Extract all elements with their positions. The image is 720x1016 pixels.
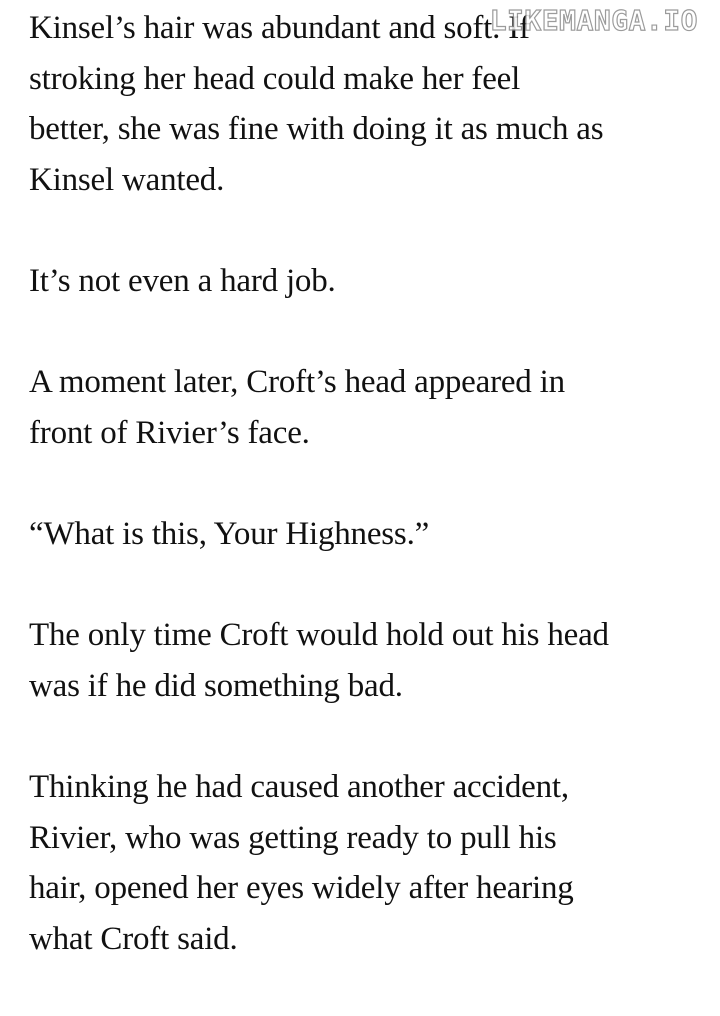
- site-watermark: LIKEMANGA.IO: [489, 4, 698, 37]
- text-line: Kinsel’s hair was abundant and soft. If: [29, 10, 530, 46]
- text-line: The only time Croft would hold out his head: [29, 617, 609, 653]
- text-line: front of Rivier’s face.: [29, 414, 310, 451]
- text-line: what Croft said.: [29, 920, 238, 957]
- paragraph-6: [29, 762, 709, 964]
- paragraph-3: [29, 357, 709, 458]
- text-line: hair, opened her eyes widely after hearing: [29, 870, 574, 906]
- text-line: Kinsel wanted.: [29, 161, 225, 198]
- text-line: Thinking he had caused another accident,: [29, 769, 569, 805]
- paragraph-5: [29, 610, 709, 711]
- text-line: Rivier, who was getting ready to pull his: [29, 819, 557, 856]
- text-line: “What is this, Your Highness.”: [29, 516, 430, 552]
- paragraph-4: [29, 509, 709, 560]
- text-line: A moment later, Croft’s head appeared in: [29, 364, 565, 400]
- text-line: was if he did something bad.: [29, 667, 403, 704]
- text-line: It’s not even a hard job.: [29, 263, 336, 299]
- text-line: stroking her head could make her feel: [29, 60, 521, 97]
- paragraph-2: [29, 256, 709, 307]
- text-line: better, she was fine with doing it as much as: [29, 111, 604, 147]
